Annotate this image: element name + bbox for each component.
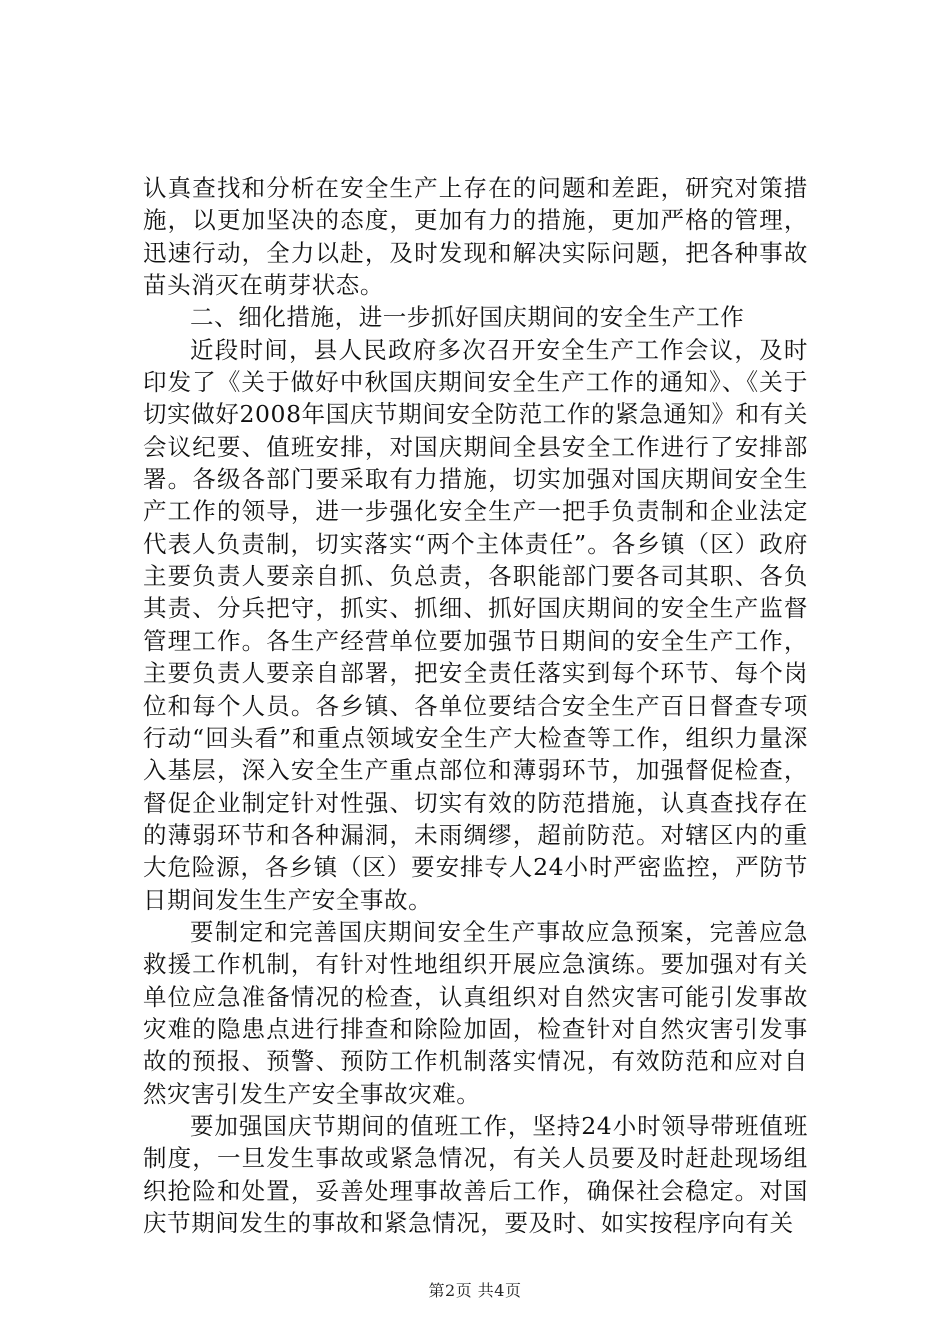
paragraph-continuation: 认真查找和分析在安全生产上存在的问题和差距，研究对策措施，以更加坚决的态度，更加有力的措施，更加严格的管理，迅速行动，全力以赴，及时发现和解决实际问题，把各种事故苗头消灭在萌芽状态。 xyxy=(143,174,808,300)
paragraph: 要加强国庆节期间的值班工作，坚持24小时领导带班值班制度，一旦发生事故或紧急情况，有关人员要及时赶赴现场组织抢险和处置，妥善处理事故善后工作，确保社会稳定。对国庆节期间发生的事故和紧急情况，要及时、如实按程序向有关 xyxy=(143,1111,808,1237)
paragraph: 要制定和完善国庆期间安全生产事故应急预案，完善应急救援工作机制，有针对性地组织开展应急演练。要加强对有关单位应急准备情况的检查，认真组织对自然灾害可能引发事故灾难的隐患点进行排查和除险加固，检查针对自然灾害引发事故的预报、预警、预防工作机制落实情况，有效防范和应对自然灾害引发生产安全事故灾难。 xyxy=(143,917,808,1108)
section-heading: 二、细化措施，进一步抓好国庆期间的安全生产工作 xyxy=(190,303,745,332)
paragraph: 近段时间，县人民政府多次召开安全生产工作会议，及时印发了《关于做好中秋国庆期间安全生产工作的通知》、《关于切实做好2008年国庆节期间安全防范工作的紧急通知》和有关会议纪要、值班安排，对国庆期间全县安全工作进行了安排部署。各级各部门要采取有力措施，切实加强对国庆期间安全生产工作的领导，进一步强化安全生产一把手负责制和企业法定代表人负责制，切实落实“两个主体责任”。各乡镇（区）政府主要负责人要亲自抓、负总责，各职能部门要各司其职、各负其责、分兵把守，抓实、抓细、抓好国庆期间的安全生产监督管理工作。各生产经营单位要加强节日期间的安全生产工作，主要负责人要亲自部署，把安全责任落实到每个环节、每个岗位和每个人员。各乡镇、各单位要结合安全生产百日督查专项行动“回头看”和重点领域安全生产大检查等工作，组织力量深入基层，深入安全生产重点部位和薄弱环节，加强督促检查，督促企业制定针对性强、切实有效的防范措施，认真查找存在的薄弱环节和各种漏洞，未雨绸缪，超前防范。对辖区内的重大危险源，各乡镇（区）要安排专人24小时严密监控，严防节日期间发生生产安全事故。 xyxy=(143,335,808,914)
document-body xyxy=(143,172,808,1239)
page-footer: 第2页 共4页 xyxy=(428,1281,522,1300)
